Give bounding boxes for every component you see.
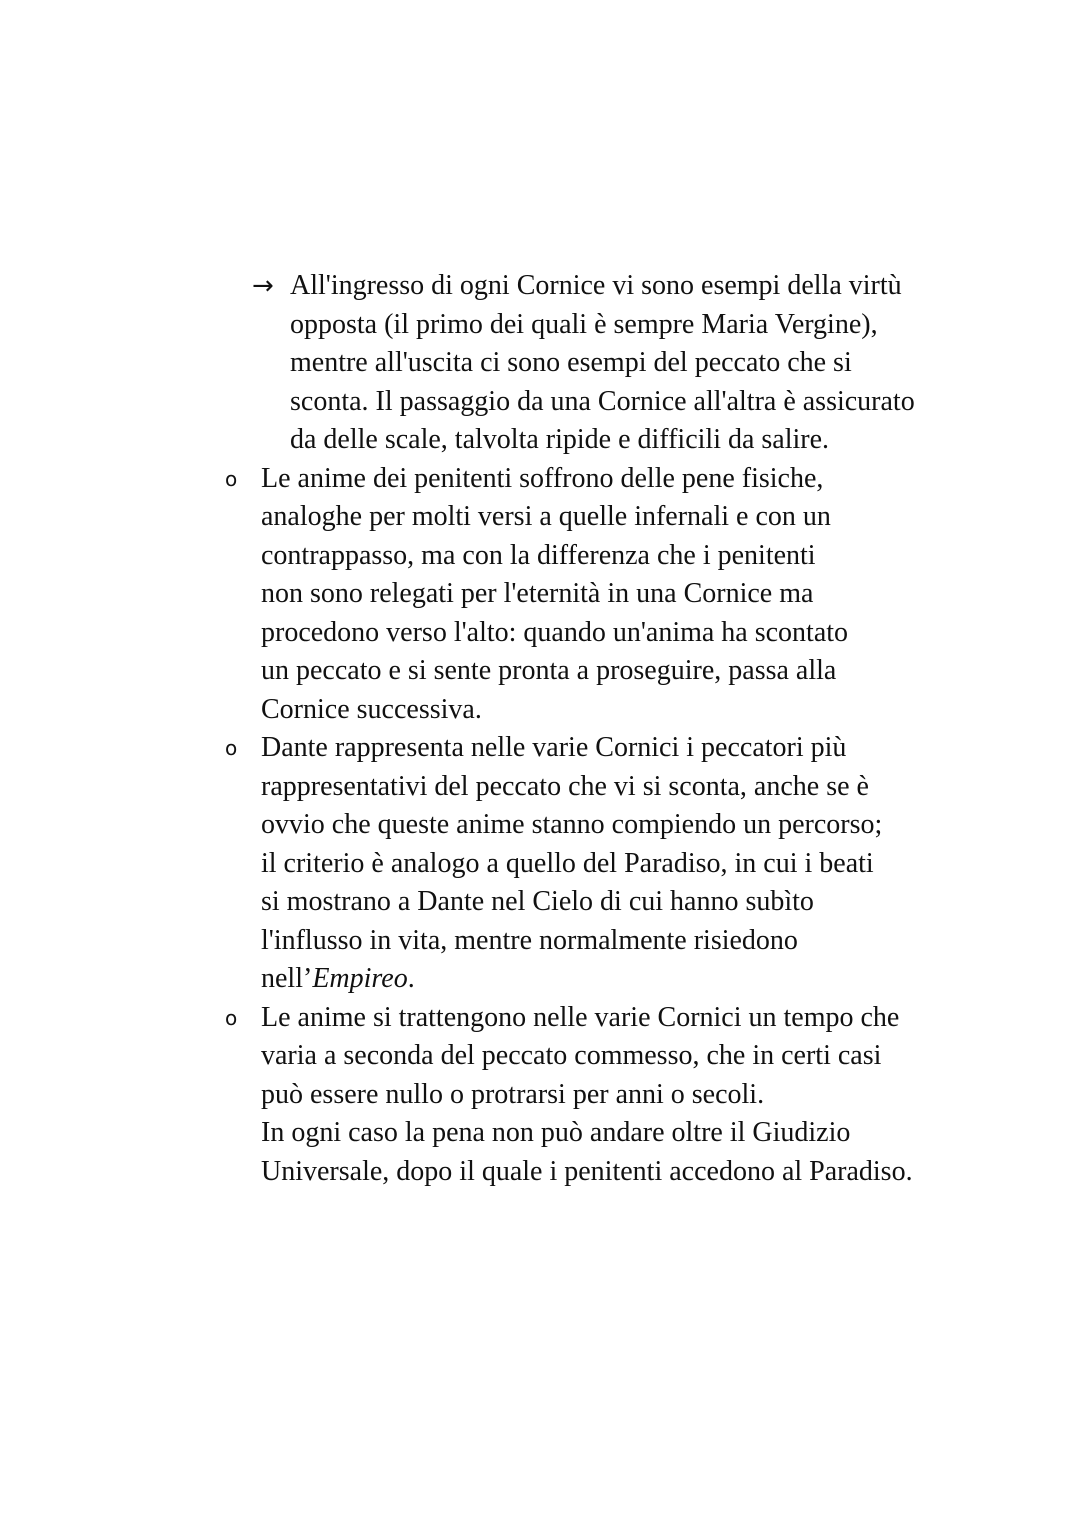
text-line: All'ingresso di ogni Cornice vi sono esempi della virtù: [290, 270, 902, 301]
text-line: In ogni caso la pena non può andare oltre il Giudizio: [261, 1117, 851, 1148]
bullet-circle-icon: o: [225, 736, 238, 760]
text-line: Cornice successiva.: [261, 693, 482, 725]
text-line-empireo: [261, 960, 951, 999]
text-line: opposta (il primo dei quali è sempre Maria Vergine),: [290, 308, 878, 340]
text-line: analoghe per molti versi a quelle infernali e con un: [261, 501, 831, 532]
text-line: l'influsso in vita, mentre normalmente risiedono: [261, 924, 798, 956]
text-line: Le anime si trattengono nelle varie Cornici un tempo che: [261, 1001, 900, 1033]
text-line: da delle scale, talvolta ripide e difficili da salire.: [290, 424, 830, 455]
bullet-list-item: [0, 999, 951, 1192]
text-line: Dante rappresenta nelle varie Cornici i peccatori più: [261, 732, 847, 763]
bullet-circle-icon: o: [225, 1005, 238, 1030]
bullet-list-item: [0, 460, 951, 730]
text-line: può essere nullo o protrarsi per anni o secoli.: [261, 1078, 765, 1110]
text-line: un peccato e si sente pronta a proseguire, passa alla: [261, 655, 837, 686]
bullet-list-item: [0, 729, 951, 999]
arrow-right-icon: →: [252, 271, 274, 301]
text-line: ovvio che queste anime stanno compiendo un percorso;: [261, 809, 883, 840]
text-line: mentre all'uscita ci sono esempi del peccato che si: [290, 347, 852, 378]
text-fragment: nell’: [261, 963, 313, 994]
text-line: non sono relegati per l'eternità in una Cornice ma: [261, 578, 814, 609]
text-line: rappresentativi del peccato che vi si sconta, anche se è: [261, 770, 869, 802]
text-line: procedono verso l'alto: quando un'anima ha scontato: [261, 616, 849, 648]
text-line: sconta. Il passaggio da una Cornice all'altra è assicurato: [290, 385, 915, 417]
text-line: Le anime dei penitenti soffrono delle pene fisiche,: [261, 462, 824, 494]
text-line: il criterio è analogo a quello del Paradiso, in cui i beati: [261, 847, 874, 879]
text-line: varia a seconda del peccato commesso, che in certi casi: [261, 1040, 882, 1071]
text-fragment: .: [407, 963, 415, 994]
text-line: si mostrano a Dante nel Cielo di cui hanno subìto: [261, 886, 814, 917]
italic-term: Empireo: [312, 963, 408, 994]
arrow-list-item: [0, 267, 950, 460]
document-body: [0, 267, 1080, 1191]
bullet-circle-icon: o: [225, 466, 238, 491]
text-line: Universale, dopo il quale i penitenti accedono al Paradiso.: [261, 1155, 913, 1187]
text-line: contrappasso, ma con la differenza che i penitenti: [261, 539, 816, 571]
